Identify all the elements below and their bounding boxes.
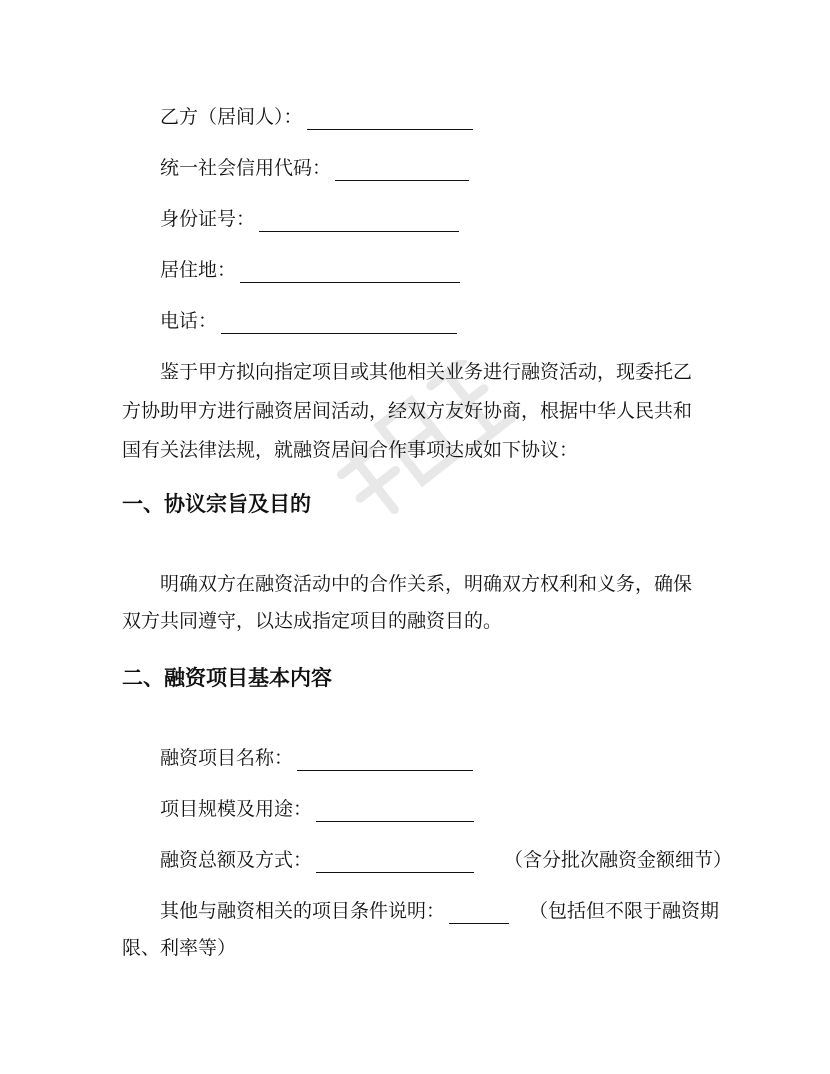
phone-label: 电话： <box>160 310 218 332</box>
id-number-row <box>160 206 459 232</box>
total-amount-row <box>160 847 732 873</box>
total-amount-note: （含分批次融资金额细节） <box>504 849 733 871</box>
section-1-line-2: 双方共同遵守，以达成指定项目的融资目的。 <box>122 610 503 632</box>
party-b-row <box>160 104 473 130</box>
id-number-blank[interactable] <box>259 212 459 232</box>
section-1-line-1: 明确双方在融资活动中的合作关系，明确双方权利和义务，确保 <box>160 573 693 595</box>
phone-blank[interactable] <box>221 314 457 334</box>
party-b-label: 乙方（居间人）： <box>160 106 303 128</box>
intro-line-3: 国有关法律法规，就融资居间合作事项达成如下协议： <box>122 439 579 461</box>
residence-row <box>160 257 460 283</box>
section-2-heading: 二、融资项目基本内容 <box>122 666 332 690</box>
other-conditions-note-cont: 限、利率等） <box>122 937 237 959</box>
project-name-blank[interactable] <box>297 751 473 771</box>
intro-line-2: 方协助甲方进行融资居间活动，经双方友好协商，根据中华人民共和 <box>122 400 693 422</box>
project-name-row <box>160 745 473 771</box>
credit-code-blank[interactable] <box>335 161 469 181</box>
phone-row <box>160 308 457 334</box>
total-amount-label: 融资总额及方式： <box>160 849 313 871</box>
credit-code-label: 统一社会信用代码： <box>160 157 332 179</box>
residence-label: 居住地： <box>160 259 237 281</box>
section-1-heading: 一、协议宗旨及目的 <box>122 492 311 516</box>
scale-use-label: 项目规模及用途： <box>160 798 313 820</box>
other-conditions-row <box>160 898 719 924</box>
scale-use-blank[interactable] <box>316 802 474 822</box>
party-b-blank[interactable] <box>307 110 473 130</box>
residence-blank[interactable] <box>240 263 460 283</box>
credit-code-row <box>160 155 469 181</box>
intro-line-1: 鉴于甲方拟向指定项目或其他相关业务进行融资活动，现委托乙 <box>160 361 693 383</box>
project-name-label: 融资项目名称： <box>160 747 294 769</box>
scale-use-row <box>160 796 474 822</box>
other-conditions-blank[interactable] <box>449 904 509 924</box>
other-conditions-note: （包括但不限于融资期 <box>529 900 720 922</box>
id-number-label: 身份证号： <box>160 208 256 230</box>
other-conditions-label: 其他与融资相关的项目条件说明： <box>160 900 446 922</box>
total-amount-blank[interactable] <box>316 853 474 873</box>
